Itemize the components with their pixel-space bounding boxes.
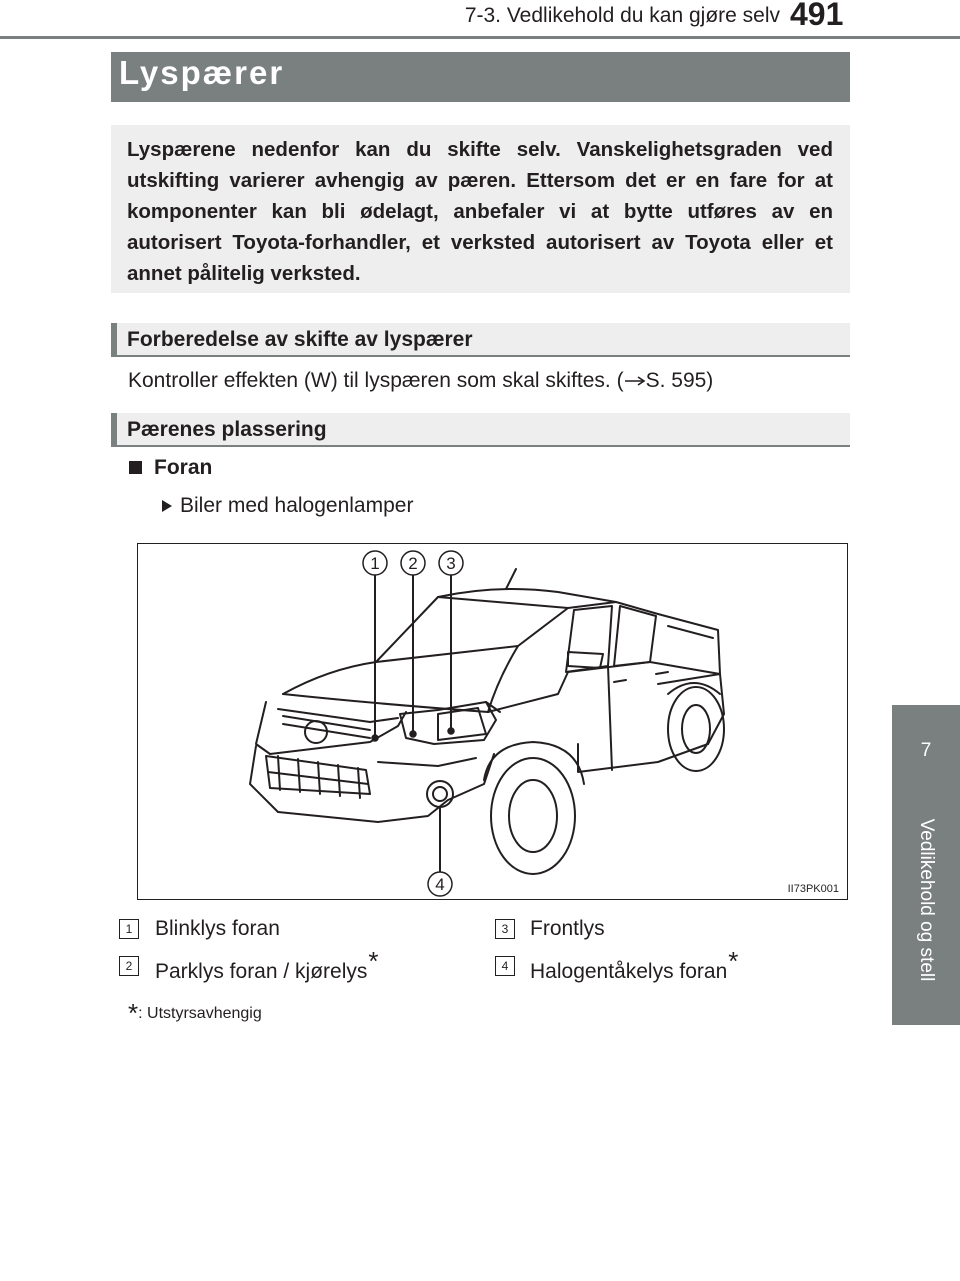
legend-label: Blinklys foran [155,917,280,940]
legend-item-parking-light [155,946,379,985]
triangle-bullet-icon [161,499,173,513]
arrow-icon [624,369,646,392]
preparation-text-main: Kontroller effekten (W) til lyspæren som skal skiftes. ( [128,369,624,392]
running-header-section: 7-3. Vedlikehold du kan gjøre selv [464,4,780,27]
section-heading-text: Forberedelse av skifte av lyspærer [127,328,473,351]
preparation-text [128,369,713,393]
subheading-front: Foran [154,456,213,479]
section-heading-location [111,413,850,447]
page-title: Lyspærer [119,54,285,91]
section-heading-text: Pærenes plassering [127,418,327,441]
legend-number-2: 2 [119,956,139,976]
truck-drawing [138,544,849,901]
legend-item-headlight [530,917,605,941]
footnote-asterisk: * [128,998,139,1028]
legend-label: Frontlys [530,917,605,940]
chapter-label: Vedlikehold og stell [916,818,937,982]
variant-label: Biler med halogenlamper [180,494,414,517]
intro-text: Lyspærene nedenfor kan du skifte selv. Vanskelighetsgraden ved utskifting varierer avhengig av pæren. Ettersom det er en fare for at komponenter kan bli ødelagt, anbefaler vi at bytte utføres av en autorisert Toyota-forhandler, et verksted autorisert av Toyota eller et annet pålitelig verksted. [127,138,833,285]
asterisk-mark: * [368,946,379,976]
legend-item-fog-light [530,946,739,985]
header-rule [0,36,960,39]
footnote-text: : Utstyrsavhengig [138,1005,262,1022]
callout-2: 2 [408,554,418,573]
callout-1: 1 [370,554,380,573]
legend-item-turn-signal [155,917,280,941]
title-bar [111,52,850,102]
chapter-number: 7 [920,740,932,761]
footnote [128,994,262,1028]
legend-number-4: 4 [495,956,515,976]
page-reference-link[interactable]: S. 595) [645,369,714,392]
legend-number-1: 1 [119,919,139,939]
asterisk-mark: * [728,946,739,976]
legend-number-3: 3 [495,919,515,939]
callout-4: 4 [435,875,445,894]
page-number: 491 [790,0,844,32]
legend-label: Parklys foran / kjørelys [155,960,368,983]
callout-3: 3 [446,554,456,573]
square-bullet-icon [129,461,142,474]
figure-code: II73PK001 [787,883,839,895]
section-heading-preparation [111,323,850,357]
legend-label: Halogentåkelys foran [530,960,728,983]
truck-illustration [137,543,848,900]
intro-box [111,125,850,293]
